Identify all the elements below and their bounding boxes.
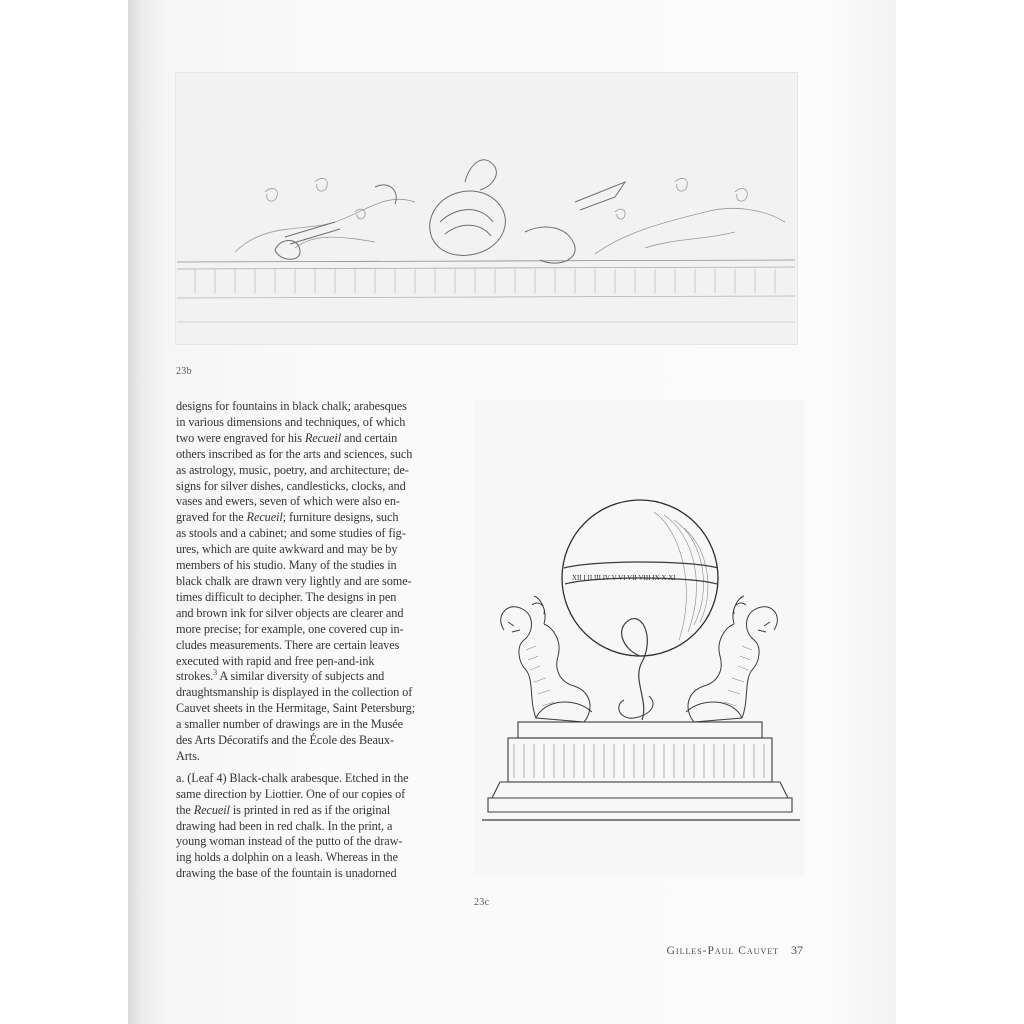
page-number: 37	[791, 943, 803, 957]
book-page	[128, 0, 896, 1024]
author-name: Gilles-Paul Cauvet	[666, 945, 779, 957]
body-text	[176, 399, 446, 888]
globe-numerals: XII I II III IV V VI VII VIII IX X XI	[572, 574, 676, 582]
figure-23c-caption: 23c	[474, 897, 490, 908]
paragraph-main: designs for fountains in black chalk; arabesques in various dimensions and techniques, of which two were engraved for his Recueil and certain others inscribed as for the arts and sciences, such as astrology, music, poetry, and architecture; de- signs for silver dishes, candlesticks, clocks, and vases and ewers, seven of which were also en- graved for the Recueil; furniture designs, such as stools and a cabinet; and some studies of fig- ures, which are quite awkward and may be by members of his studio. Many of the studies in black chalk are drawn very lightly and are some- times difficult to decipher. The designs in pen and brown ink for silver objects are clearer and more precise; for example, one covered cup in- cludes measurements. There are certain leaves executed with rapid and free pen-and-ink strokes.$^3$ A similar diversity of subjects and draughtsmanship is displayed in the collection of Cauvet sheets in the Hermitage, Saint Petersburg; a smaller number of drawings are in the Musée des Arts Décoratifs and the École des Beaux- Arts.	[176, 399, 416, 763]
running-footer	[667, 943, 803, 958]
figure-23b-drawing	[175, 72, 798, 345]
figure-23c-drawing	[474, 400, 804, 876]
figure-23b-caption: 23b	[176, 366, 192, 377]
paragraph-note-a: a. (Leaf 4) Black-chalk arabesque. Etched in the same direction by Liottier. One of our copies of the Recueil is printed in red as if the original drawing had been in red chalk. In the print, a young woman instead of the putto of the draw- ing holds a dolphin on a leash. Whereas in the drawing the base of the fountain is unadorned	[176, 770, 409, 881]
